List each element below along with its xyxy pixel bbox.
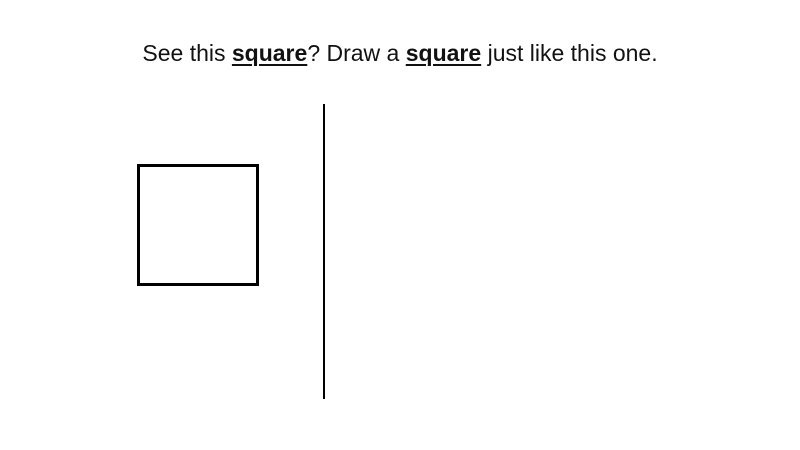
example-square-shape	[137, 164, 259, 286]
instruction-part-2: ? Draw a	[307, 40, 406, 66]
instruction-text	[0, 38, 800, 68]
instruction-part-1: See this	[142, 40, 232, 66]
instruction-emphasis-square-2: square	[405, 40, 482, 66]
instruction-part-3: just like this one.	[481, 40, 658, 66]
instruction-emphasis-square-1: square	[231, 40, 308, 66]
vertical-divider-line	[323, 104, 325, 399]
drawing-area[interactable]	[340, 104, 780, 404]
